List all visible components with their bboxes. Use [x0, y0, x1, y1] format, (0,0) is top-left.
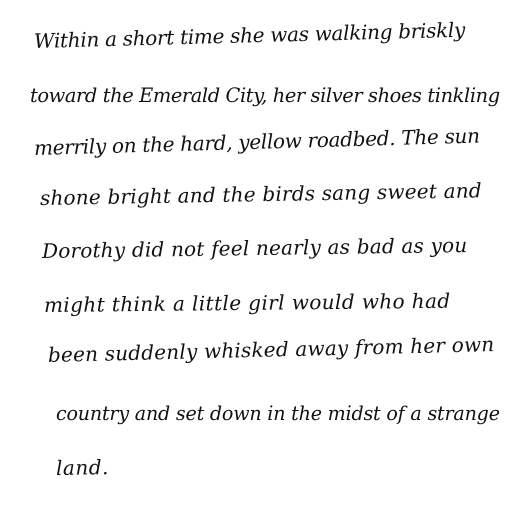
handwriting-line-3: merrily on the hard, yellow roadbed. The sun: [33, 123, 480, 160]
handwriting-line-6: might think a little girl would who had: [43, 288, 451, 317]
handwriting-line-8: country and set down in the midst of a strange: [56, 401, 500, 425]
handwriting-line-5: Dorothy did not feel nearly as bad as you: [41, 233, 468, 263]
handwriting-line-1: Within a short time she was walking briskly: [33, 17, 466, 53]
handwriting-line-4: shone bright and the birds sang sweet and: [39, 178, 482, 210]
handwriting-line-9: land.: [55, 455, 110, 480]
handwriting-line-2: toward the Emerald City, her silver shoes tinkling: [30, 83, 500, 107]
handwriting-line-7: been suddenly whisked away from her own: [47, 332, 495, 367]
